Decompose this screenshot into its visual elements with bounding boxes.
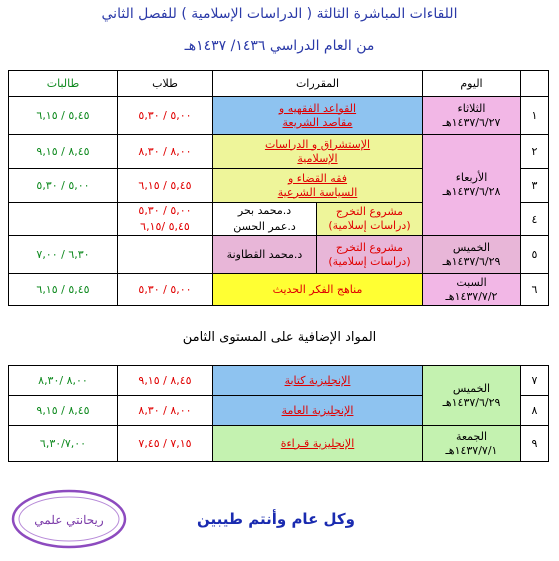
male-time-1: ٥,٠٠ / ٥,٣٠ [138, 204, 192, 217]
page-subtitle: من العام الدراسي ١٤٣٦/ ١٤٣٧هـ [184, 38, 375, 54]
course-cell [213, 97, 423, 135]
extra-courses-title: المواد الإضافية على المستوى الثامن [182, 330, 377, 345]
course-line-2: (دراسات إسلامية) [328, 219, 411, 232]
female-time: ٨,٠٠ /٨,٣٠ [9, 366, 118, 396]
row-number: ١ [521, 97, 549, 135]
course-line-1: مناهج الفكر الحديث [272, 282, 363, 296]
female-time: ٨,٤٥ / ٩,١٥ [9, 135, 118, 169]
course-line-1: مشروع التخرج [335, 240, 404, 254]
course-line-2: مقاصد الشريعة [282, 115, 353, 129]
course-line-1: مشروع التخرج [335, 205, 404, 218]
teacher-cell: د.محمد القطاونة [213, 236, 317, 274]
day-date: ١٤٣٧/٧/٢هـ [445, 289, 498, 303]
table-row [9, 97, 549, 135]
day-date: ١٤٣٧/٦/٢٩هـ [442, 254, 501, 268]
day-cell [423, 366, 521, 426]
male-time: ٥,٠٠ / ٥,٣٠ [118, 274, 213, 306]
female-time: ٦,٣٠ / ٧,٠٠ [9, 236, 118, 274]
row-number: ٣ [521, 169, 549, 203]
table-row [9, 426, 549, 462]
table-row [9, 366, 549, 396]
day-cell [423, 274, 521, 306]
course-line-1: القواعد الفقهيه و [278, 101, 357, 115]
course-cell [213, 135, 423, 169]
day-name: الخميس [452, 381, 491, 395]
greeting-text: وكل عام وأنتم طيبين [197, 510, 355, 528]
female-time: ٨,٤٥ / ٩,١٥ [9, 396, 118, 426]
row-number: ٦ [521, 274, 549, 306]
course-cell [213, 366, 423, 396]
course-name: الإنجليزية كتابة [284, 373, 351, 387]
female-time: ٥,٤٥ / ٦,١٥ [9, 97, 118, 135]
male-time: ٥,٠٠ / ٥,٣٠ [118, 97, 213, 135]
day-date: ١٤٣٧/٦/٢٨هـ [442, 185, 501, 198]
schedule-table [8, 70, 549, 306]
signature-text: ريحانتي علمي [34, 513, 104, 527]
day-name: السبت [456, 275, 487, 289]
course-line-1: الإستشراق و الدراسات [264, 137, 371, 151]
row-number: ٩ [521, 426, 549, 462]
course-cell [317, 236, 423, 274]
row-number: ٧ [521, 366, 549, 396]
num-header-cell [521, 71, 549, 97]
day-name: الجمعة [455, 429, 488, 443]
table-row [9, 236, 549, 274]
day-cell [423, 426, 521, 462]
day-cell [423, 97, 521, 135]
male-time: ٨,٠٠ / ٨,٣٠ [118, 396, 213, 426]
female-header: طالبات [9, 71, 118, 97]
course-line-2: السياسة الشرعية [277, 185, 358, 199]
course-cell [213, 169, 423, 203]
day-cell [423, 236, 521, 274]
table-row [9, 135, 549, 169]
day-header: اليوم [423, 71, 521, 97]
day-name: الثلاثاء [457, 101, 486, 115]
course-cell [317, 203, 423, 236]
extra-courses-table [8, 365, 549, 462]
row-number: ٢ [521, 135, 549, 169]
row-number: ٨ [521, 396, 549, 426]
day-date: ١٤٣٧/٧/١هـ [445, 443, 498, 457]
male-time-2: ٥,٤٥ /٦,١٥ [140, 220, 190, 233]
signature-stamp [10, 488, 128, 550]
day-cell [423, 135, 521, 236]
female-time: ٥,٤٥ / ٦,١٥ [9, 274, 118, 306]
female-time: ٥,٠٠ / ٥,٣٠ [9, 169, 118, 203]
male-time: ٥,٤٥ / ٦,١٥ [118, 169, 213, 203]
male-header: طلاب [118, 71, 213, 97]
page-title: اللقاءات المباشرة الثالثة ( الدراسات الإسلامية ) للفصل الثاني [101, 6, 458, 22]
day-name: الأربعاء [455, 171, 488, 184]
table-header-row [9, 71, 549, 97]
male-time [118, 203, 213, 236]
day-date: ١٤٣٧/٦/٢٧هـ [442, 115, 501, 129]
course-cell [213, 426, 423, 462]
male-time: ٨,٤٥ / ٩,١٥ [118, 366, 213, 396]
course-cell [213, 274, 423, 306]
teacher-cell [213, 203, 317, 236]
teacher-name: د.عمر الحسن [233, 220, 296, 233]
row-number: ٤ [521, 203, 549, 236]
teacher-name: د.محمد بحر [237, 204, 292, 217]
day-name: الخميس [452, 240, 491, 254]
courses-header: المقررات [213, 71, 423, 97]
course-line-1: فقه القضاء و [287, 171, 348, 185]
female-time [9, 203, 118, 236]
day-date: ١٤٣٧/٦/٢٩هـ [442, 395, 501, 409]
female-time: ٦,٣٠/٧,٠٠ [9, 426, 118, 462]
course-name: الإنجليزية العامة [281, 403, 354, 417]
male-time [118, 236, 213, 274]
male-time: ٨,٠٠ / ٨,٣٠ [118, 135, 213, 169]
male-time: ٧,١٥ / ٧,٤٥ [118, 426, 213, 462]
course-line-2: (دراسات إسلامية) [328, 254, 411, 268]
course-line-2: الإسلامية [297, 151, 338, 165]
course-name: الإنجليزية قـراءة [280, 436, 355, 450]
course-cell [213, 396, 423, 426]
row-number: ٥ [521, 236, 549, 274]
table-row [9, 274, 549, 306]
